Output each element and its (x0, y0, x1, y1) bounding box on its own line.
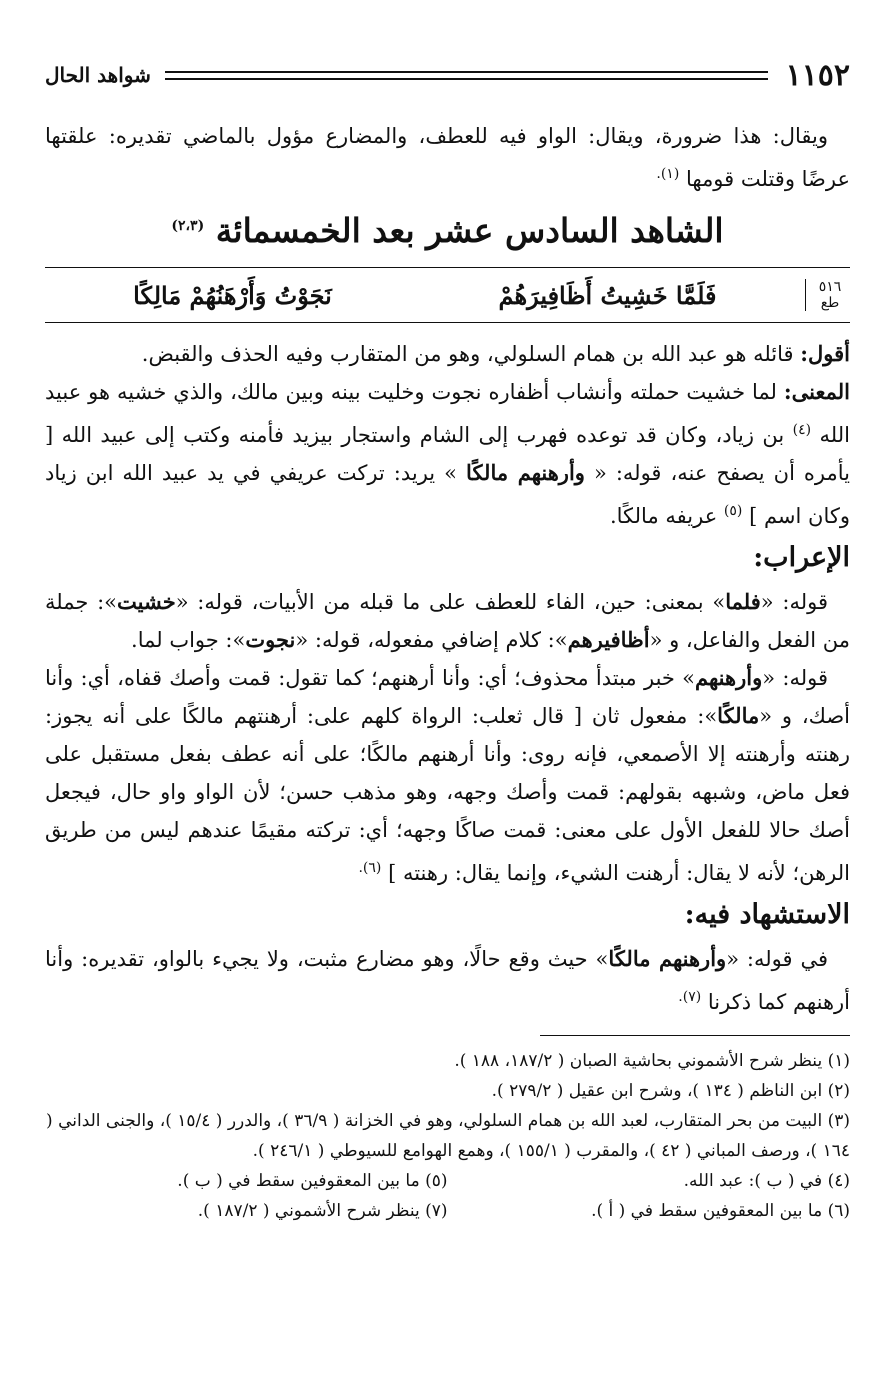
istishhad-text: في قوله: « (726, 947, 828, 971)
irab-text: »: جواب لما. (131, 628, 246, 652)
footnote-ref-5: (٥) (723, 503, 743, 519)
footnote-ref-4: (٤) (792, 422, 812, 438)
footnote-separator (540, 1035, 850, 1036)
irab-paragraph-2 (45, 659, 850, 892)
footnote-3: (٣) البيت من بحر المتقارب، لعبد الله بن همام السلولي، وهو في الخزانة ( ٣٦/٩ )، والدرر ( ١٥/٤ )، والجنى الداني ( ١٦٤ )، ورصف المباني ( ٤٢ )، والمقرب ( ١٥٥/١ )، وهمع الهوامع للسيوطي ( ٢٤٦/١ ). (46, 1111, 850, 1161)
irab-text: » خبر مبتدأ محذوف؛ أي: وأنا أرهنهم؛ كما تقول: قمت وأصك قفاه، أي: وأنا أصك، و « (45, 666, 850, 728)
footnote-1: (١) ينظر شرح الأشموني بحاشية الصبان ( ١٨٧/٢، ١٨٨ ). (454, 1051, 850, 1071)
irab-heading: الإعراب: (753, 542, 850, 573)
irab-text: قوله: « (760, 590, 828, 614)
irab-term-khashit: خشيت (117, 589, 176, 614)
section-footnote-ref: (٢،٣) (171, 218, 205, 234)
irab-term-najawt: نجوت (245, 627, 296, 652)
first-hemistich: فَلَمَّا خَشِيتُ أَظَافِيرَهُمْ (498, 280, 717, 310)
irab-text: »: مفعول ثان [ قال ثعلب: الرواة كلهم على: أرهنتهم مالكًا على أنه يجوز: رهنته وأرهنته إلا الأصمعي، فإنه روى: وأنا أرهنهم مالكًا؛ على أنه عطف بفعل مستقبل على فعل ماض، وشبهه بقولهم: قمت وأصك وجهه، وهو مذهب حسن؛ لأن الواو واو حال، فيجعل أصك حالا للفعل الأول على معنى: قمت صاكًا وجهه؛ أي: تركته مقيمًا عندهم ليس من طريق الرهن؛ لأنه لا يقال: أرهنت الشيء، وإنما يقال: رهنته ] (45, 704, 850, 885)
irab-text: » بمعنى: حين، الفاء للعطف على ما قبله من الأبيات، قوله: « (175, 590, 726, 614)
aqul-label: أقول: (800, 341, 850, 366)
footnote-row-6-7 (45, 1196, 850, 1226)
irab-term-arhanuhum: وأرهنهم (695, 665, 763, 690)
verse-number (805, 279, 850, 311)
istishhad-text: » حيث وقع حالًا، وهو مضارع مثبت، ولا يجيء بالواو، تقديره: وأنا أرهنهم كما ذكرنا (45, 947, 850, 1014)
footnote-6: (٦) ما بين المعقوفين سقط في ( أ ). (591, 1201, 850, 1221)
footnote-2: (٢) ابن الناظم ( ١٣٤ )، وشرح ابن عقيل ( ٢٧٩/٢ ). (491, 1081, 850, 1101)
istishhad-paragraph (45, 940, 850, 1021)
aqul-paragraph (45, 335, 850, 373)
header-rule (165, 71, 768, 80)
maana-quote: وأرهنهم مالكًا (466, 460, 585, 485)
maana-label: المعنى: (783, 379, 850, 404)
irab-text: قوله: « (762, 666, 828, 690)
maana-text-2: بن زياد، وكان قد توعده فهرب إلى الشام واستجار بيزيد فأمنه وكتب إلى عبيد الله [ يأمره أن يصفح عنه، قوله: « (45, 423, 851, 485)
maana-text-1: لما خشيت حملته وأنشاب أظفاره نجوت وخليت بينه وبين مالك، والذي خشيه هو عبيد الله (45, 380, 850, 447)
book-page (45, 55, 850, 1226)
verse-number-bottom: طع (820, 295, 840, 311)
irab-paragraph-1 (45, 583, 850, 659)
page-header (45, 55, 850, 95)
footnote-7: (٧) ينظر شرح الأشموني ( ١٨٧/٢ ). (197, 1201, 448, 1221)
istishhad-heading: الاستشهاد فيه: (684, 899, 850, 930)
footnote-5: (٥) ما بين المعقوفين سقط في ( ب ). (177, 1171, 448, 1191)
footnote-row-4-5 (45, 1166, 850, 1196)
footnote-ref-1: (١). (656, 166, 680, 182)
maana-text-4: عريفه مالكًا. (609, 504, 718, 528)
verse-line (45, 267, 850, 323)
maana-text-3: » يريد: تركت عريفي في يد عبيد الله ابن زياد وكان اسم ] (45, 461, 850, 528)
running-title: شواهد الحال (45, 63, 151, 87)
verse-number-top: ٥١٦ (818, 279, 842, 295)
intro-text: ويقال: هذا ضرورة، ويقال: الواو فيه للعطف، والمضارع مؤول بالماضي تقديره: علقتها عرضًا وقتلت قومها (45, 124, 850, 191)
footnote-ref-6: (٦). (358, 860, 382, 876)
irab-term-falamma: فلما (725, 589, 761, 614)
footnote-ref-7: (٧). (678, 989, 702, 1005)
intro-paragraph (45, 117, 850, 198)
istishhad-quote: وأرهنهم مالكًا (608, 946, 727, 971)
irab-text: »: جملة من الفعل والفاعل، و « (45, 590, 850, 652)
irab-term-malika: مالكًا (717, 703, 760, 728)
footnote-4: (٤) في ( ب ): عبد الله. (683, 1171, 850, 1191)
irab-text: »: كلام إضافي مفعوله، قوله: « (295, 628, 568, 652)
maana-paragraph (45, 373, 850, 535)
section-title (45, 204, 850, 253)
page-number: ١١٥٢ (785, 57, 850, 93)
section-title-text: الشاهد السادس عشر بعد الخمسمائة (215, 211, 724, 250)
second-hemistich: نَجَوْتُ وَأَرْهَنُهُمْ مَالِكًا (133, 280, 332, 310)
irab-term-azafir: أظافيرهم (567, 627, 650, 652)
aqul-text: قائله هو عبد الله بن همام السلولي، وهو من المتقارب وفيه الحذف والقبض. (141, 342, 794, 366)
